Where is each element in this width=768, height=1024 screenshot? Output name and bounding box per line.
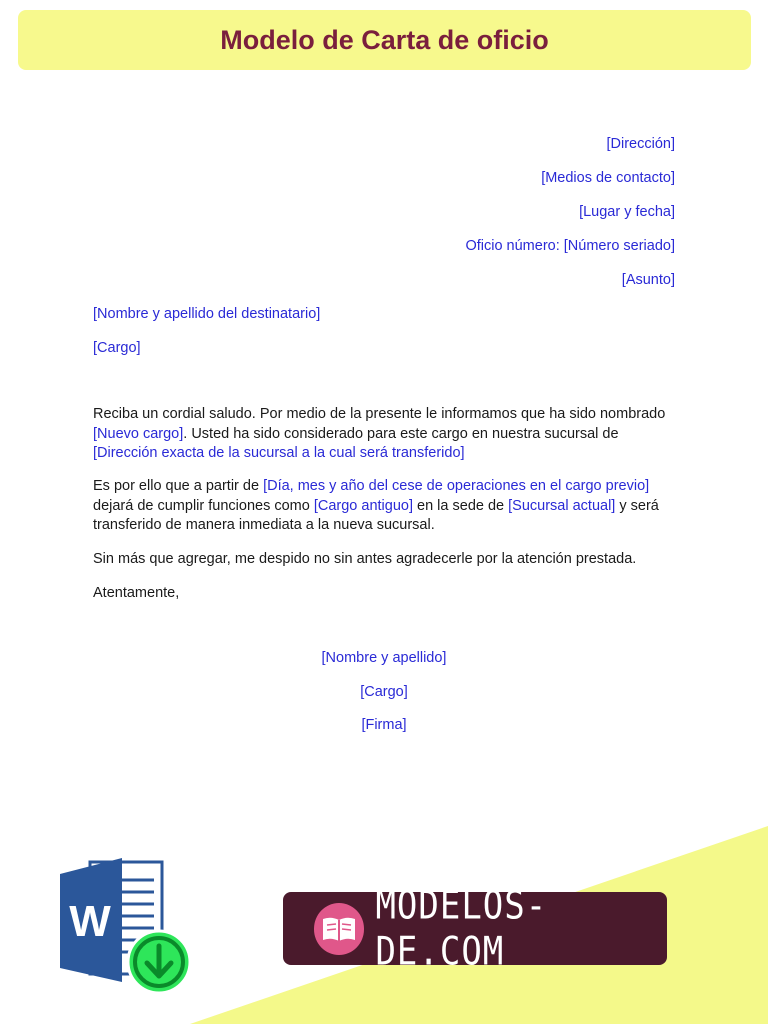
p2-text-c: en la sede de bbox=[413, 497, 509, 514]
signature-name: [Nombre y apellido] bbox=[321, 650, 447, 666]
p1-text-b: . Usted ha sido considerado para este cargo en nuestra sucursal de bbox=[183, 425, 619, 442]
office-number-label: Oficio número: bbox=[465, 238, 564, 254]
p1-text-a: Reciba un cordial saludo. Por medio de la presente le informamos que ha sido nombrado bbox=[93, 406, 666, 422]
p2-text-d: y será transferido de manera inmediata a la nueva sucursal. bbox=[93, 497, 659, 533]
p2-text-a: Es por ello que a partir de bbox=[93, 478, 264, 494]
word-document-icon[interactable] bbox=[60, 858, 200, 998]
signature-position: [Cargo] bbox=[360, 684, 408, 700]
body-paragraph-1 bbox=[93, 405, 675, 464]
download-arrow-icon[interactable] bbox=[128, 931, 190, 993]
place-date: [Lugar y fecha] bbox=[579, 204, 675, 220]
closing: Atentamente, bbox=[93, 585, 180, 601]
recipient-name: [Nombre y apellido del destinatario] bbox=[93, 306, 321, 322]
p1-placeholder-new-position: [Nuevo cargo] bbox=[93, 425, 184, 442]
p2-placeholder-current-branch: [Sucursal actual] bbox=[508, 497, 616, 514]
subject: [Asunto] bbox=[621, 272, 675, 288]
body-paragraph-3: Sin más que agregar, me despido no sin antes agradecerle por la atención prestada. bbox=[93, 551, 637, 567]
svg-text:W: W bbox=[69, 897, 111, 946]
signature-sign: [Firma] bbox=[361, 717, 407, 733]
p2-placeholder-old-position: [Cargo antiguo] bbox=[313, 497, 413, 514]
office-number bbox=[465, 238, 675, 254]
page-header bbox=[18, 10, 751, 70]
p2-placeholder-date: [Día, mes y año del cese de operaciones en el cargo previo] bbox=[263, 478, 650, 494]
office-number-value: [Número seriado] bbox=[563, 238, 675, 254]
body-paragraph-2 bbox=[93, 477, 675, 536]
sender-contact: [Medios de contacto] bbox=[541, 170, 675, 186]
p1-placeholder-branch-address: [Dirección exacta de la sucursal a la cual será transferido] bbox=[93, 445, 465, 461]
recipient-position: [Cargo] bbox=[93, 340, 141, 356]
p2-text-b: dejará de cumplir funciones como bbox=[93, 497, 314, 514]
brand-logo-text: MODELOS-DE.COM bbox=[375, 882, 548, 975]
book-icon bbox=[314, 903, 364, 955]
page-title: Modelo de Carta de oficio bbox=[220, 24, 549, 55]
brand-banner[interactable] bbox=[283, 882, 667, 975]
sender-address: [Dirección] bbox=[606, 136, 675, 152]
